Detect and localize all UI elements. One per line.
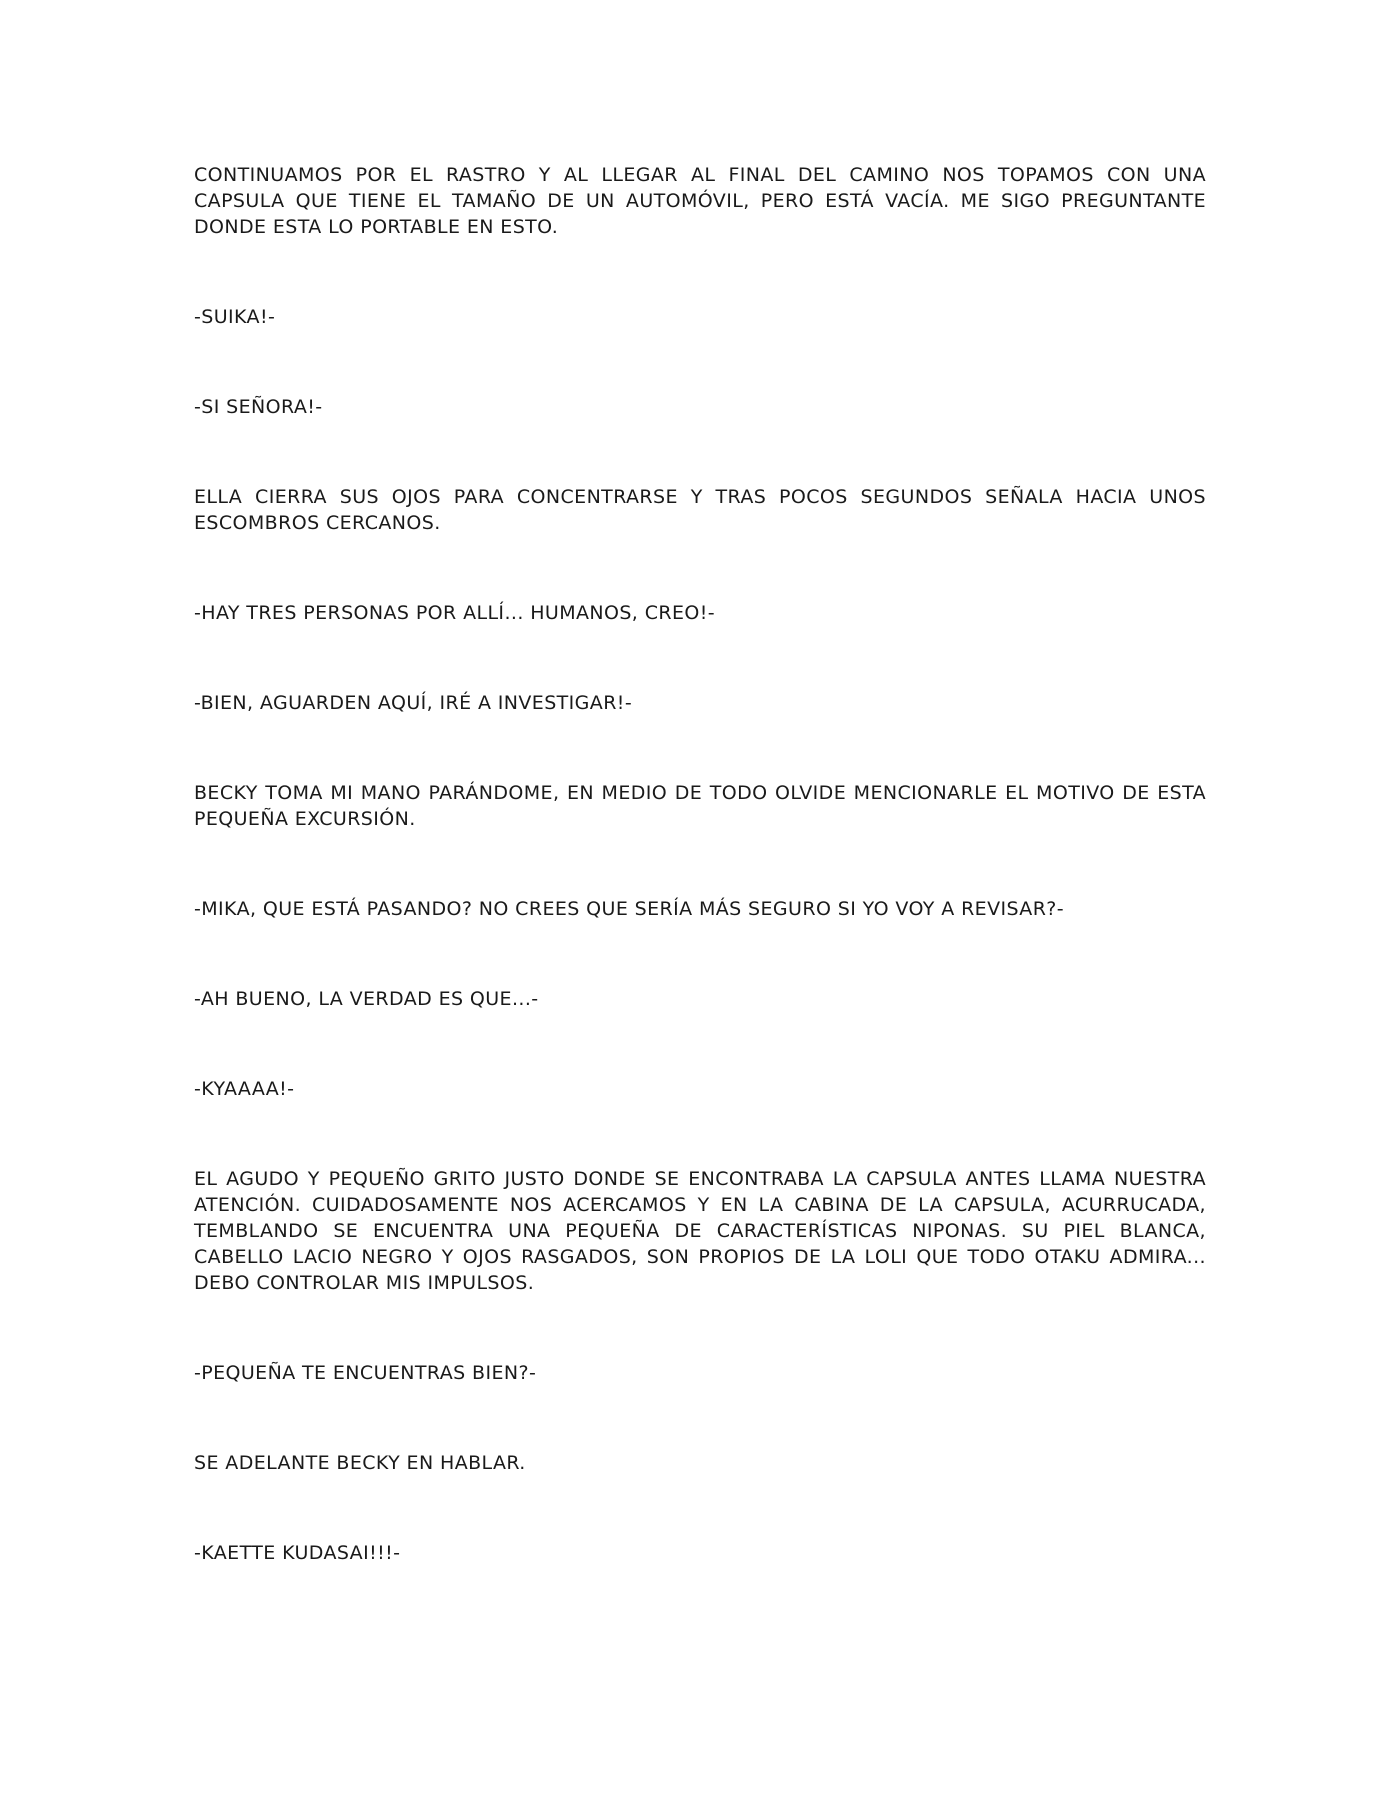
dialogue-line: -PEQUEÑA TE ENCUENTRAS BIEN?-: [194, 1362, 537, 1384]
narration-paragraph: EL AGUDO Y PEQUEÑO GRITO JUSTO DONDE SE ENCONTRABA LA CAPSULA ANTES LLAMA NUESTRA ATENCIÓN. CUIDADOSAMENTE NOS ACERCAMOS Y EN LA CABINA DE LA CAPSULA, ACURRUCADA, TEMBLANDO SE ENCUENTRA UNA PEQUEÑA DE CARACTERÍSTICAS NIPONAS. SU PIEL BLANCA, CABELLO LACIO NEGRO Y OJOS RASGADOS, SON PROPIOS DE LA LOLI QUE TODO OTAKU ADMIRA... DEBO CONTROLAR MIS IMPULSOS.: [194, 1168, 1206, 1294]
dialogue-line: -SI SEÑORA!-: [194, 396, 323, 418]
narration-paragraph: ELLA CIERRA SUS OJOS PARA CONCENTRARSE Y TRAS POCOS SEGUNDOS SEÑALA HACIA UNOS ESCOMBROS CERCANOS.: [194, 486, 1206, 534]
narration-paragraph: CONTINUAMOS POR EL RASTRO Y AL LLEGAR AL FINAL DEL CAMINO NOS TOPAMOS CON UNA CAPSULA QUE TIENE EL TAMAÑO DE UN AUTOMÓVIL, PERO ESTÁ VACÍA. ME SIGO PREGUNTANTE DONDE ESTA LO PORTABLE EN ESTO.: [194, 164, 1206, 238]
dialogue-line: -KYAAAA!-: [194, 1078, 295, 1100]
dialogue-line: -BIEN, AGUARDEN AQUÍ, IRÉ A INVESTIGAR!-: [194, 692, 633, 714]
dialogue-line: -SUIKA!-: [194, 306, 276, 328]
narration-line: SE ADELANTE BECKY EN HABLAR.: [194, 1452, 526, 1474]
dialogue-line: -KAETTE KUDASAI!!!-: [194, 1542, 401, 1564]
dialogue-line: -MIKA, QUE ESTÁ PASANDO? NO CREES QUE SERÍA MÁS SEGURO SI YO VOY A REVISAR?-: [194, 898, 1065, 920]
narration-paragraph: BECKY TOMA MI MANO PARÁNDOME, EN MEDIO DE TODO OLVIDE MENCIONARLE EL MOTIVO DE ESTA PEQUEÑA EXCURSIÓN.: [194, 782, 1206, 830]
story-text: [194, 162, 1206, 1566]
dialogue-line: -HAY TRES PERSONAS POR ALLÍ... HUMANOS, CREO!-: [194, 602, 715, 624]
dialogue-line: -AH BUENO, LA VERDAD ES QUE...-: [194, 988, 539, 1010]
